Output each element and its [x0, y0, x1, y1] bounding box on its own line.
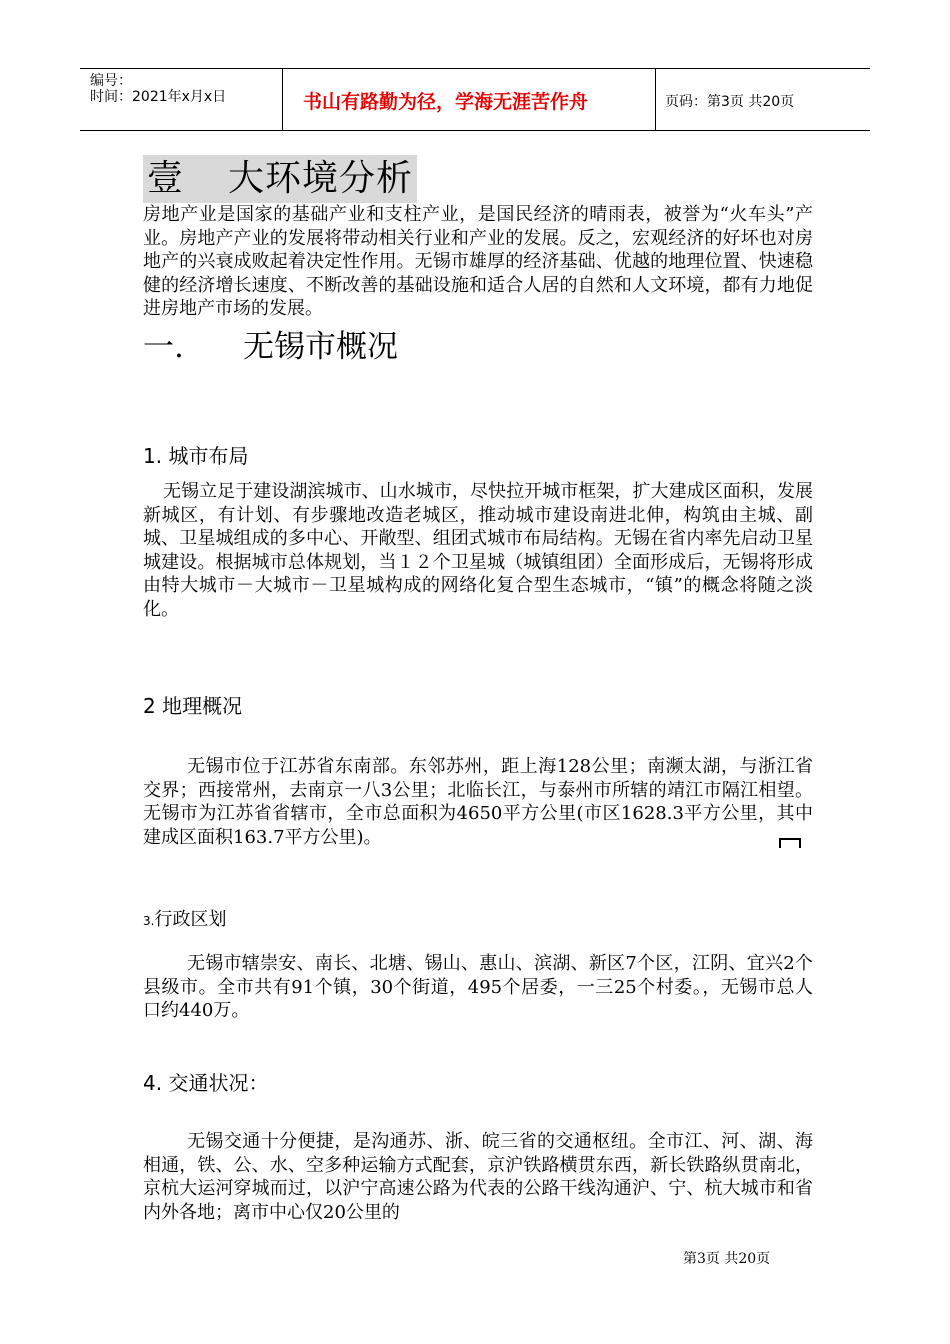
header-page-cell: [655, 69, 870, 130]
section-heading-admin: [143, 905, 226, 931]
section-body-geography: 无锡市位于江苏省东南部。东邻苏州，距上海128公里；南濒太湖，与浙江省交界；西接常州，去南京一八3公里；北临长江，与泰州市所辖的靖江市隔江相望。无锡市为江苏省省辖市，全市总面积为4650平方公里(市区1628.3平方公里，其中建成区面积163.7平方公里)。: [143, 756, 813, 848]
page-title: [143, 155, 417, 203]
title-number: 壹: [147, 158, 185, 199]
section-heading-transport: 4. 交通状况：: [143, 1071, 269, 1095]
header-motto-cell: [282, 69, 656, 130]
header-number-label: 编号：: [90, 73, 132, 89]
header-motto: 书山有路勤为径，学海无涯苦作舟: [303, 91, 589, 113]
section-title-admin: 行政区划: [154, 909, 227, 930]
section-body-city-layout: 无锡立足于建设湖滨城市、山水城市，尽快拉开城市框架，扩大建成区面积，发展新城区，有计划、有步骤地改造老城区，推动城市建设南进北伸，构筑由主城、副城、卫星城组成的多中心、开敞型、组团式城市布局结构。无锡在省内率先启动卫星城建设。根据城市总体规划，当１２个卫星城（城镇组团）全面形成后，无锡将形成由特大城市－大城市－卫星城构成的网络化复合型生态城市，“镇”的概念将随之淡化。: [143, 481, 813, 620]
section-body-admin: 无锡市辖崇安、南长、北塘、锡山、惠山、滨湖、新区7个区，江阴、宜兴2个县级市。全市共有91个镇，30个街道，495个居委，一三25个村委。，无锡市总人口约440万。: [143, 953, 813, 1022]
section-heading-geography: 2 地理概况: [143, 694, 243, 718]
section-body-transport: 无锡交通十分便捷，是沟通苏、浙、皖三省的交通枢纽。全市江、河、湖、海相通，铁、公、水、空多种运输方式配套，京沪铁路横贯东西，新长铁路纵贯南北，京杭大运河穿城而过，以沪宁高速公路为代表的公路干线沟通沪、宁、杭大城市和省内外各地；离市中心仅20公里的: [143, 1131, 813, 1223]
header-meta: [80, 69, 282, 130]
page-footer: 第3页 共20页: [683, 1251, 771, 1267]
chapter-heading: [143, 327, 813, 367]
document-header: [80, 68, 870, 131]
title-text: 大环境分析: [228, 158, 414, 199]
document-body: [143, 155, 813, 1223]
chapter-number: 一.: [143, 328, 184, 365]
chapter-title: 无锡市概况: [243, 328, 398, 365]
section-number-admin: 3.: [143, 914, 155, 928]
intro-paragraph: 房地产业是国家的基础产业和支柱产业，是国民经济的晴雨表，被誉为“火车头”产业。房地产产业的发展将带动相关行业和产业的发展。反之，宏观经济的好坏也对房地产的兴衰成败起着决定性作用。无锡市雄厚的经济基础、优越的地理位置、快速稳健的经济增长速度、不断改善的基础设施和适合人居的自然和人文环境，都有力地促进房地产市场的发展。: [143, 204, 813, 320]
bracket-mark: [779, 838, 801, 848]
header-page-info: 页码：第3页 共20页: [665, 94, 795, 110]
section-heading-city-layout: 1. 城市布局: [143, 444, 249, 468]
header-time-label: 时间：2021年x月x日: [90, 89, 227, 105]
